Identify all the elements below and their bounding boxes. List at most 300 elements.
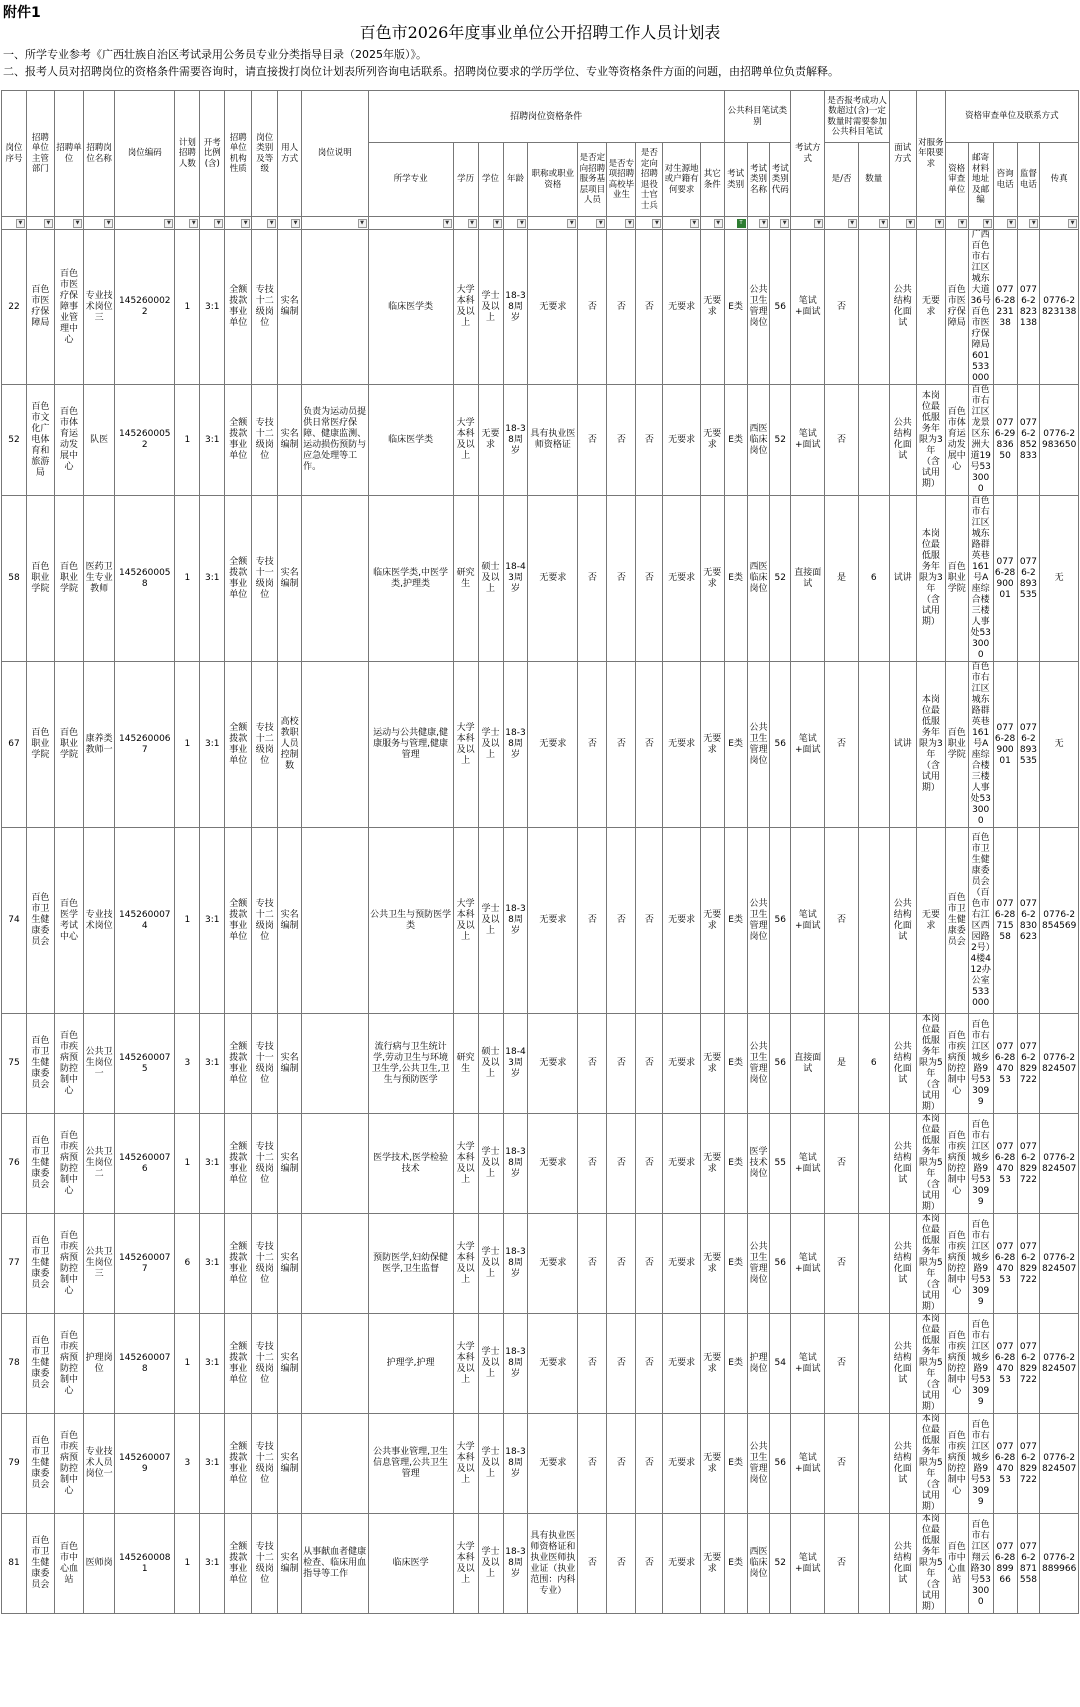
cell-post: 队医 <box>84 385 115 496</box>
cell-major: 预防医学,妇幼保健医学,卫生监督 <box>368 1214 453 1314</box>
cell-exam-code: 56 <box>770 1214 791 1314</box>
cell-age: 18-38周岁 <box>503 385 528 496</box>
cell-count <box>858 662 889 828</box>
filter-cell-seq <box>2 217 27 230</box>
filter-dropdown-icon[interactable]: ▼ <box>189 219 198 228</box>
cell-level: 专技十二级岗位 <box>252 1314 278 1414</box>
filter-dropdown-icon[interactable]: ▼ <box>443 219 452 228</box>
filter-dropdown-icon[interactable]: ▼ <box>625 219 634 228</box>
header-count: 数量 <box>858 143 889 217</box>
cell-address: 百色市右江区城乡路9号533099 <box>968 1414 993 1514</box>
cell-nature: 全额拨款事业单位 <box>225 1114 252 1214</box>
header-age: 年龄 <box>503 143 528 217</box>
cell-count <box>858 230 889 385</box>
cell-degree: 无要求 <box>478 385 503 496</box>
cell-origin: 无要求 <box>663 1514 700 1614</box>
cell-supervise: 0776-2829722 <box>1017 1414 1040 1514</box>
cell-college: 否 <box>607 1014 636 1114</box>
filter-cell-code <box>115 217 175 230</box>
filter-cell-college <box>607 217 636 230</box>
cell-code: 1452600076 <box>115 1114 175 1214</box>
filter-cell-other <box>700 217 724 230</box>
cell-veteran: 否 <box>636 1414 663 1514</box>
filter-dropdown-icon[interactable]: ▼ <box>935 219 944 228</box>
cell-other: 无要求 <box>700 496 724 662</box>
cell-other: 无要求 <box>700 1114 724 1214</box>
cell-exam-cat: E类 <box>724 1514 747 1614</box>
cell-review: 百色市疾病预防控制中心 <box>945 1314 968 1414</box>
cell-exam-cat: E类 <box>724 1214 747 1314</box>
filter-dropdown-icon[interactable]: ▼ <box>879 219 888 228</box>
cell-college: 否 <box>607 828 636 1014</box>
header-exam-group: 公共科目笔试类别 <box>724 91 790 143</box>
cell-exam-mode: 笔试+面试 <box>791 662 825 828</box>
filter-dropdown-icon[interactable]: ▼ <box>958 219 967 228</box>
cell-plan: 1 <box>175 1314 200 1414</box>
cell-seq: 67 <box>2 662 27 828</box>
cell-fax: 0776-2983650 <box>1040 385 1079 496</box>
cell-seq: 22 <box>2 230 27 385</box>
cell-service: 本岗位最低服务年限为3年（含试用期） <box>916 496 945 662</box>
header-plan: 计划招聘人数 <box>175 91 200 217</box>
cell-supervise: 0776-2830623 <box>1017 828 1040 1014</box>
cell-supervise: 0776-2829722 <box>1017 1214 1040 1314</box>
cell-fax: 0776-2824507 <box>1040 1214 1079 1314</box>
cell-level: 专技十二级岗位 <box>252 385 278 496</box>
filter-dropdown-icon[interactable]: ▼ <box>358 219 367 228</box>
cell-ratio: 3:1 <box>200 828 225 1014</box>
cell-review: 百色职业学院 <box>945 662 968 828</box>
cell-review: 百色市疾病预防控制中心 <box>945 1414 968 1514</box>
header-review: 资格审查单位 <box>945 143 968 217</box>
cell-plan: 3 <box>175 1414 200 1514</box>
cell-fax: 无 <box>1040 496 1079 662</box>
cell-exam-cat: E类 <box>724 1114 747 1214</box>
cell-exam-cat: E类 <box>724 385 747 496</box>
filter-cell-plan <box>175 217 200 230</box>
cell-major: 临床医学类 <box>368 230 453 385</box>
table-row <box>2 1114 1079 1214</box>
cell-code: 1452600075 <box>115 1014 175 1114</box>
cell-exam-mode: 笔试+面试 <box>791 230 825 385</box>
cell-code: 1452600074 <box>115 828 175 1014</box>
cell-major: 运动与公共健康,健康服务与管理,健康管理 <box>368 662 453 828</box>
filter-dropdown-icon[interactable]: ▼ <box>241 219 250 228</box>
cell-method: 实名编制 <box>278 1514 302 1614</box>
cell-review: 百色市疾病预防控制中心 <box>945 1214 968 1314</box>
cell-fax: 0776-2824507 <box>1040 1314 1079 1414</box>
cell-grass: 否 <box>578 1014 607 1114</box>
cell-address: 百色市右江区城东路群英巷161号A座综合楼三楼人事处533000 <box>968 662 993 828</box>
cell-exam-code: 56 <box>770 1014 791 1114</box>
cell-interview: 公共结构化面试 <box>889 828 916 1014</box>
cell-title-req: 无要求 <box>528 230 578 385</box>
cell-college: 否 <box>607 1214 636 1314</box>
cell-unit: 百色市疾病预防控制中心 <box>54 1214 83 1314</box>
cell-seq: 74 <box>2 828 27 1014</box>
cell-exam-mode: 笔试+面试 <box>791 1114 825 1214</box>
filter-dropdown-icon[interactable]: ▼ <box>780 219 789 228</box>
cell-exam-code: 52 <box>770 1514 791 1614</box>
cell-plan: 1 <box>175 662 200 828</box>
cell-age: 18-38周岁 <box>503 662 528 828</box>
cell-title-req: 无要求 <box>528 1214 578 1314</box>
cell-interview: 公共结构化面试 <box>889 1014 916 1114</box>
cell-grass: 否 <box>578 662 607 828</box>
cell-veteran: 否 <box>636 662 663 828</box>
cell-grass: 否 <box>578 385 607 496</box>
cell-age: 18-38周岁 <box>503 1114 528 1214</box>
header-exam-name: 考试类别名称 <box>747 143 770 217</box>
cell-desc <box>302 496 368 662</box>
note-1: 一、所学专业参考《广西壮族自治区考试录用公务员专业分类指导目录（2025年版）》。 <box>3 48 427 61</box>
cell-review: 百色职业学院 <box>945 496 968 662</box>
cell-origin: 无要求 <box>663 230 700 385</box>
filter-cell-exam-code <box>770 217 791 230</box>
cell-desc <box>302 1114 368 1214</box>
filter-dropdown-icon[interactable]: ▼ <box>848 219 857 228</box>
cell-interview: 公共结构化面试 <box>889 385 916 496</box>
cell-age: 18-38周岁 <box>503 1514 528 1614</box>
cell-supervise: 0776-2829722 <box>1017 1014 1040 1114</box>
filter-dropdown-icon[interactable]: ▼ <box>759 219 768 228</box>
filter-dropdown-icon[interactable]: ▼ <box>164 219 173 228</box>
header-origin: 对生源地或户籍有何要求 <box>663 143 700 217</box>
cell-interview: 公共结构化面试 <box>889 1314 916 1414</box>
table-row <box>2 1414 1079 1514</box>
filter-dropdown-icon[interactable]: ▼ <box>714 219 723 228</box>
table-row <box>2 385 1079 496</box>
cell-plan: 1 <box>175 230 200 385</box>
cell-degree: 学士及以上 <box>478 1414 503 1514</box>
filter-dropdown-icon[interactable]: ▼ <box>73 219 82 228</box>
header-supervise: 监督电话 <box>1017 143 1040 217</box>
cell-code: 1452600077 <box>115 1214 175 1314</box>
cell-yesno: 否 <box>825 1414 858 1514</box>
cell-desc: 从事献血者健康检查、临床用血指导等工作 <box>302 1514 368 1614</box>
cell-edu: 大学本科及以上 <box>453 662 478 828</box>
cell-dept: 百色市卫生健康委员会 <box>26 1514 54 1614</box>
cell-dept: 百色职业学院 <box>26 662 54 828</box>
cell-dept: 百色市卫生健康委员会 <box>26 1414 54 1514</box>
cell-yesno: 否 <box>825 385 858 496</box>
cell-major: 护理学,护理 <box>368 1314 453 1414</box>
filter-dropdown-icon[interactable]: ▼ <box>493 219 502 228</box>
cell-address: 百色市右江区城乡路9号533099 <box>968 1014 993 1114</box>
filter-dropdown-icon[interactable]: ▼ <box>517 219 526 228</box>
filter-cell-age <box>503 217 528 230</box>
cell-title-req: 无要求 <box>528 1414 578 1514</box>
cell-origin: 无要求 <box>663 828 700 1014</box>
table-row <box>2 230 1079 385</box>
cell-seq: 52 <box>2 385 27 496</box>
cell-college: 否 <box>607 385 636 496</box>
filter-dropdown-icon[interactable]: ▼ <box>267 219 276 228</box>
filter-dropdown-icon[interactable]: ▼ <box>906 219 915 228</box>
cell-exam-cat: E类 <box>724 1414 747 1514</box>
cell-plan: 3 <box>175 1014 200 1114</box>
cell-exam-cat: E类 <box>724 1014 747 1114</box>
cell-method: 实名编制 <box>278 385 302 496</box>
table-header <box>2 91 1079 230</box>
cell-method: 实名编制 <box>278 1314 302 1414</box>
filter-dropdown-icon[interactable]: ▼ <box>468 219 477 228</box>
cell-exam-name: 医学技术岗位 <box>747 1114 770 1214</box>
cell-post: 专业技术岗位三 <box>84 230 115 385</box>
cell-code: 1452600078 <box>115 1314 175 1414</box>
cell-desc: 负责为运动员提供日常医疗保障、健康监测、运动损伤预防与应急处理等工作。 <box>302 385 368 496</box>
filter-cell-major <box>368 217 453 230</box>
filter-dropdown-icon[interactable]: ▼ <box>567 219 576 228</box>
cell-exam-name: 西医临床岗位 <box>747 385 770 496</box>
filter-dropdown-icon[interactable]: ▼ <box>596 219 605 228</box>
cell-level: 专技十二级岗位 <box>252 828 278 1014</box>
header-applicants-group: 是否报考成功人数超过(含)一定数量时需要参加公共科目笔试 <box>825 91 889 143</box>
cell-address: 百色市卫生健康委员会（百色市右江区西园路2号）4楼412办公室533000 <box>968 828 993 1014</box>
cell-post: 医药卫生专业教师 <box>84 496 115 662</box>
cell-nature: 全额拨款事业单位 <box>225 496 252 662</box>
header-post: 招聘岗位名称 <box>84 91 115 217</box>
header-nature: 招聘单位机构性质 <box>225 91 252 217</box>
cell-method: 实名编制 <box>278 828 302 1014</box>
cell-fax: 0776-2824507 <box>1040 1014 1079 1114</box>
cell-other: 无要求 <box>700 1214 724 1314</box>
cell-method: 高校教职人员控制数 <box>278 662 302 828</box>
cell-unit: 百色市中心血站 <box>54 1514 83 1614</box>
header-degree: 学位 <box>478 143 503 217</box>
filter-cell-yesno <box>825 217 858 230</box>
recruitment-table <box>1 90 1079 1614</box>
cell-consult: 0776-2847053 <box>993 1014 1017 1114</box>
filter-dropdown-icon[interactable]: ▼ <box>652 219 661 228</box>
cell-exam-code: 56 <box>770 230 791 385</box>
cell-other: 无要求 <box>700 662 724 828</box>
cell-interview: 公共结构化面试 <box>889 1414 916 1514</box>
cell-count <box>858 1214 889 1314</box>
cell-consult: 0776-2847053 <box>993 1214 1017 1314</box>
cell-count: 6 <box>858 1014 889 1114</box>
cell-age: 18-38周岁 <box>503 1414 528 1514</box>
filter-cell-review <box>945 217 968 230</box>
header-interview: 面试方式 <box>889 91 916 217</box>
cell-unit: 百色市疾病预防控制中心 <box>54 1414 83 1514</box>
cell-edu: 研究生 <box>453 496 478 662</box>
cell-degree: 硕士及以上 <box>478 496 503 662</box>
cell-dept: 百色市卫生健康委员会 <box>26 1014 54 1114</box>
cell-level: 专技十二级岗位 <box>252 1114 278 1214</box>
cell-desc <box>302 230 368 385</box>
cell-address: 百色市右江区翔云路30号533000 <box>968 1514 993 1614</box>
cell-method: 实名编制 <box>278 1214 302 1314</box>
cell-exam-mode: 直接面试 <box>791 1014 825 1114</box>
cell-college: 否 <box>607 1414 636 1514</box>
cell-count <box>858 1514 889 1614</box>
cell-major: 公共事业管理,卫生信息管理,公共卫生管理 <box>368 1414 453 1514</box>
cell-exam-code: 55 <box>770 1114 791 1214</box>
cell-college: 否 <box>607 496 636 662</box>
filter-dropdown-icon[interactable]: ▼ <box>983 219 992 228</box>
cell-ratio: 3:1 <box>200 662 225 828</box>
cell-other: 无要求 <box>700 828 724 1014</box>
filter-dropdown-icon[interactable]: ▼ <box>690 219 699 228</box>
table-row <box>2 1014 1079 1114</box>
cell-exam-mode: 笔试+面试 <box>791 1214 825 1314</box>
filter-cell-supervise <box>1017 217 1040 230</box>
cell-other: 无要求 <box>700 1314 724 1414</box>
header-exam-code: 考试类别代码 <box>770 143 791 217</box>
cell-college: 否 <box>607 662 636 828</box>
note-2: 二、报考人员对招聘岗位的资格条件需要咨询时，请直接拨打岗位计划表所列咨询电话联系。招聘岗位要求的学历学位、专业等资格条件方面的问题，由招聘单位负责解释。 <box>3 65 839 78</box>
cell-edu: 大学本科及以上 <box>453 828 478 1014</box>
filter-cell-edu <box>453 217 478 230</box>
cell-grass: 否 <box>578 1214 607 1314</box>
cell-dept: 百色市医疗保障局 <box>26 230 54 385</box>
cell-service: 本岗位最低服务年限为3年（含试用期） <box>916 385 945 496</box>
cell-consult: 0776-2847053 <box>993 1114 1017 1214</box>
header-veteran: 是否定向招聘退役士官士兵 <box>636 143 663 217</box>
cell-unit: 百色市疾病预防控制中心 <box>54 1314 83 1414</box>
cell-address: 广西百色市右江区城东大道36号百色市医疗保障局601533000 <box>968 230 993 385</box>
cell-seq: 79 <box>2 1414 27 1514</box>
cell-count <box>858 828 889 1014</box>
cell-college: 否 <box>607 1114 636 1214</box>
filter-cell-dept <box>26 217 54 230</box>
cell-seq: 77 <box>2 1214 27 1314</box>
cell-ratio: 3:1 <box>200 230 225 385</box>
cell-other: 无要求 <box>700 1414 724 1514</box>
header-level: 岗位类别及等级 <box>252 91 278 217</box>
filter-cell-title-req <box>528 217 578 230</box>
cell-yesno: 否 <box>825 1214 858 1314</box>
cell-seq: 58 <box>2 496 27 662</box>
cell-veteran: 否 <box>636 385 663 496</box>
filter-active-icon[interactable]: T <box>737 219 746 228</box>
table-row <box>2 1514 1079 1614</box>
header-fax: 传真 <box>1040 143 1079 217</box>
header-exam-mode: 考试方式 <box>791 91 825 217</box>
cell-origin: 无要求 <box>663 1214 700 1314</box>
cell-yesno: 否 <box>825 828 858 1014</box>
cell-title-req: 无要求 <box>528 1314 578 1414</box>
cell-supervise: 0776-2893535 <box>1017 496 1040 662</box>
cell-consult: 0776-2871558 <box>993 828 1017 1014</box>
filter-dropdown-icon[interactable]: ▼ <box>104 219 113 228</box>
filter-dropdown-icon[interactable]: ▼ <box>214 219 223 228</box>
cell-yesno: 否 <box>825 230 858 385</box>
filter-dropdown-icon[interactable]: ▼ <box>1007 219 1016 228</box>
cell-post: 公共卫生岗位一 <box>84 1014 115 1114</box>
cell-review: 百色市中心血站 <box>945 1514 968 1614</box>
cell-level: 专技十二级岗位 <box>252 230 278 385</box>
cell-count <box>858 1114 889 1214</box>
cell-grass: 否 <box>578 1414 607 1514</box>
cell-service: 本岗位最低服务年限为3年（含试用期） <box>916 662 945 828</box>
filter-cell-exam-name <box>747 217 770 230</box>
cell-dept: 百色市卫生健康委员会 <box>26 1214 54 1314</box>
cell-address: 百色市右江区城乡路9号533099 <box>968 1114 993 1214</box>
filter-cell-address <box>968 217 993 230</box>
cell-exam-name: 公共卫生管理岗位 <box>747 1414 770 1514</box>
cell-method: 实名编制 <box>278 1114 302 1214</box>
table-body <box>2 230 1079 1614</box>
cell-interview: 试讲 <box>889 496 916 662</box>
cell-edu: 大学本科及以上 <box>453 385 478 496</box>
cell-code: 1452600079 <box>115 1414 175 1514</box>
cell-ratio: 3:1 <box>200 1014 225 1114</box>
cell-major: 临床医学类,中医学类,护理类 <box>368 496 453 662</box>
table-row <box>2 662 1079 828</box>
cell-consult: 0776-2889966 <box>993 1514 1017 1614</box>
cell-title-req: 无要求 <box>528 662 578 828</box>
cell-exam-name: 公共卫生管理岗位 <box>747 1014 770 1114</box>
filter-dropdown-icon[interactable]: ▼ <box>1029 219 1038 228</box>
cell-grass: 否 <box>578 1114 607 1214</box>
cell-exam-name: 公共卫生管理岗位 <box>747 662 770 828</box>
filter-cell-service <box>916 217 945 230</box>
cell-method: 实名编制 <box>278 496 302 662</box>
cell-age: 18-38周岁 <box>503 1314 528 1414</box>
cell-service: 无要求 <box>916 230 945 385</box>
filter-dropdown-icon[interactable]: ▼ <box>291 219 300 228</box>
cell-nature: 全额拨款事业单位 <box>225 662 252 828</box>
cell-post: 康养类教师一 <box>84 662 115 828</box>
filter-dropdown-icon[interactable]: ▼ <box>814 219 823 228</box>
cell-unit: 百色市体育运动发展中心 <box>54 385 83 496</box>
cell-ratio: 3:1 <box>200 1514 225 1614</box>
filter-cell-desc <box>302 217 368 230</box>
cell-title-req: 无要求 <box>528 1014 578 1114</box>
header-seq: 岗位序号 <box>2 91 27 217</box>
header-grass: 是否定向招聘服务基层项目人员 <box>578 143 607 217</box>
filter-dropdown-icon[interactable]: ▼ <box>44 219 53 228</box>
table-row <box>2 496 1079 662</box>
cell-ratio: 3:1 <box>200 385 225 496</box>
cell-count <box>858 1314 889 1414</box>
cell-degree: 硕士及以上 <box>478 1014 503 1114</box>
cell-exam-mode: 笔试+面试 <box>791 1414 825 1514</box>
cell-plan: 1 <box>175 1114 200 1214</box>
cell-yesno: 否 <box>825 1314 858 1414</box>
cell-grass: 否 <box>578 1514 607 1614</box>
cell-method: 实名编制 <box>278 1414 302 1514</box>
filter-cell-degree <box>478 217 503 230</box>
filter-cell-origin <box>663 217 700 230</box>
cell-fax: 0776-2889966 <box>1040 1514 1079 1614</box>
cell-other: 无要求 <box>700 1514 724 1614</box>
filter-dropdown-icon[interactable]: ▼ <box>1068 219 1077 228</box>
cell-degree: 学士及以上 <box>478 1514 503 1614</box>
cell-post: 专业技术岗位 <box>84 828 115 1014</box>
cell-exam-mode: 笔试+面试 <box>791 828 825 1014</box>
filter-dropdown-icon[interactable]: ▼ <box>16 219 25 228</box>
cell-seq: 76 <box>2 1114 27 1214</box>
cell-degree: 学士及以上 <box>478 1114 503 1214</box>
cell-supervise: 0776-2852833 <box>1017 385 1040 496</box>
cell-level: 专技十二级岗位 <box>252 1514 278 1614</box>
cell-nature: 全额拨款事业单位 <box>225 1014 252 1114</box>
cell-post: 公共卫生岗位三 <box>84 1214 115 1314</box>
cell-major: 医学技术,医学检验技术 <box>368 1114 453 1214</box>
cell-degree: 学士及以上 <box>478 230 503 385</box>
cell-fax: 0776-2824507 <box>1040 1414 1079 1514</box>
cell-post: 公共卫生岗位二 <box>84 1114 115 1214</box>
cell-level: 专技十一级岗位 <box>252 496 278 662</box>
cell-code: 1452600081 <box>115 1514 175 1614</box>
cell-nature: 全额拨款事业单位 <box>225 1414 252 1514</box>
cell-service: 本岗位最低服务年限为5年（含试用期） <box>916 1114 945 1214</box>
cell-dept: 百色市卫生健康委员会 <box>26 1314 54 1414</box>
cell-service: 本岗位最低服务年限为5年（含试用期） <box>916 1314 945 1414</box>
